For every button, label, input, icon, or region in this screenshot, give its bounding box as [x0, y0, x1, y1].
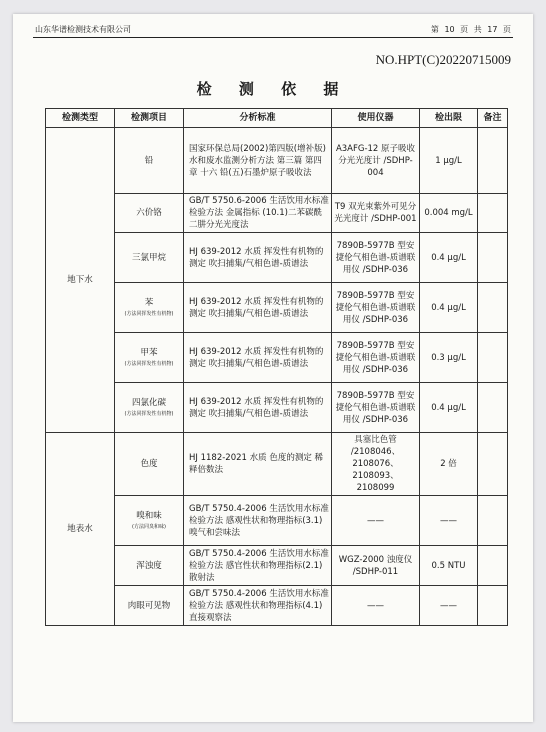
table-row	[46, 433, 508, 496]
document-page	[13, 14, 533, 722]
cell-detection-limit: 0.4 μg/L	[420, 383, 478, 433]
column-header: 检测项目	[115, 109, 184, 128]
cell-instrument: 7890B-5977B 型安捷伦气相色谱-质谱联用仪 /SDHP-036	[332, 383, 420, 433]
cell-instrument: 具塞比色管 /2108046、2108076、2108093、2108099	[332, 433, 420, 496]
test-item-name: 三氯甲烷	[131, 252, 166, 263]
cell-remark	[478, 128, 508, 194]
cell-remark	[478, 283, 508, 333]
cell-detection-limit: 0.4 μg/L	[420, 233, 478, 283]
test-item-name: 色度	[140, 459, 158, 469]
cell-standard: 国家环保总局(2002)第四版(增补版)水和废水监测分析方法 第三篇 第四章 十六 铅(五)石墨炉原子吸收法	[184, 128, 332, 194]
cell-instrument: 7890B-5977B 型安捷伦气相色谱-质谱联用仪 /SDHP-036	[332, 283, 420, 333]
cell-standard: GB/T 5750.4-2006 生活饮用水标准检验方法 感观性状和物理指标(3.1)嗅气和尝味法	[184, 496, 332, 546]
test-item-name: 甲苯	[140, 348, 158, 358]
cell-standard: HJ 1182-2021 水质 色度的测定 稀释倍数法	[184, 433, 332, 496]
cell-remark	[478, 333, 508, 383]
table-row	[46, 233, 508, 283]
cell-instrument: 7890B-5977B 型安捷伦气相色谱-质谱联用仪 /SDHP-036	[332, 233, 420, 283]
cell-instrument: A3AFG-12 原子吸收分光光度计 /SDHP-004	[332, 128, 420, 194]
test-basis-table	[45, 108, 508, 626]
column-header: 分析标准	[184, 109, 332, 128]
cell-instrument: 7890B-5977B 型安捷伦气相色谱-质谱联用仪 /SDHP-036	[332, 333, 420, 383]
cell-test-item	[115, 586, 184, 626]
test-item-name: 六价铬	[136, 208, 162, 218]
cell-remark	[478, 194, 508, 233]
table-row	[46, 283, 508, 333]
cell-detection-limit: 0.004 mg/L	[420, 194, 478, 233]
test-item-note: (方法同挥发性有机物)	[124, 311, 174, 317]
cell-detection-limit: ——	[420, 496, 478, 546]
column-header: 备注	[478, 109, 508, 128]
cell-instrument: ——	[332, 586, 420, 626]
test-item-note: (方法同挥发性有机物)	[124, 361, 174, 367]
test-item-name: 四氯化碳	[131, 398, 166, 408]
column-header: 使用仪器	[332, 109, 420, 128]
document-title: 检 测 依 据	[196, 80, 350, 98]
report-number: NO.HPT(C)20220715009	[375, 52, 511, 67]
cell-standard: GB/T 5750.4-2006 生活饮用水标准检验方法 感观性状和物理指标(4.1)直接观察法	[184, 586, 332, 626]
cell-test-item	[115, 383, 184, 433]
table-row	[46, 546, 508, 586]
test-item-note: (方法同臭和味)	[132, 524, 166, 530]
cell-remark	[478, 546, 508, 586]
test-item-name: 苯	[144, 298, 154, 308]
table-row	[46, 586, 508, 626]
cell-instrument: T9 双光束紫外可见分光光度计 /SDHP-001	[332, 194, 420, 233]
test-item-note: (方法同挥发性有机物)	[124, 411, 174, 417]
cell-test-item	[115, 433, 184, 496]
cell-test-item	[115, 194, 184, 233]
table-row	[46, 194, 508, 233]
cell-test-item	[115, 546, 184, 586]
test-item-name: 铅	[144, 155, 154, 166]
cell-remark	[478, 383, 508, 433]
table-row	[46, 496, 508, 546]
cell-detection-limit: 0.3 μg/L	[420, 333, 478, 383]
cell-detection-limit: 0.5 NTU	[420, 546, 478, 586]
cell-detection-limit: 0.4 μg/L	[420, 283, 478, 333]
cell-test-item	[115, 496, 184, 546]
table-row	[46, 333, 508, 383]
company-name: 山东华谱检测技术有限公司	[35, 25, 131, 34]
cell-test-type: 地表水	[46, 433, 115, 626]
cell-detection-limit: 2 倍	[420, 433, 478, 496]
cell-test-item	[115, 128, 184, 194]
cell-detection-limit: 1 μg/L	[420, 128, 478, 194]
cell-instrument: ——	[332, 496, 420, 546]
cell-standard: HJ 639-2012 水质 挥发性有机物的测定 吹扫捕集/气相色谱-质谱法	[184, 283, 332, 333]
cell-instrument: WGZ-2000 浊度仪 /SDHP-011	[332, 546, 420, 586]
cell-detection-limit: ——	[420, 586, 478, 626]
cell-standard: HJ 639-2012 水质 挥发性有机物的测定 吹扫捕集/气相色谱-质谱法	[184, 333, 332, 383]
cell-remark	[478, 233, 508, 283]
test-item-name: 浑浊度	[136, 560, 162, 571]
cell-standard: GB/T 5750.4-2006 生活饮用水标准检验方法 感官性状和物理指标(2.1)散射法	[184, 546, 332, 586]
table-header-row	[46, 109, 508, 128]
cell-test-item	[115, 233, 184, 283]
cell-remark	[478, 586, 508, 626]
table-row	[46, 383, 508, 433]
cell-remark	[478, 433, 508, 496]
column-header: 检测类型	[46, 109, 115, 128]
cell-standard: HJ 639-2012 水质 挥发性有机物的测定 吹扫捕集/气相色谱-质谱法	[184, 383, 332, 433]
cell-test-item	[115, 283, 184, 333]
header-divider	[33, 37, 513, 38]
cell-test-item	[115, 333, 184, 383]
table-row	[46, 128, 508, 194]
column-header: 检出限	[420, 109, 478, 128]
cell-test-type: 地下水	[46, 128, 115, 433]
test-item-name: 嗅和味	[136, 511, 162, 521]
cell-standard: GB/T 5750.6-2006 生活饮用水标准检验方法 金属指标 (10.1)二苯碳酰二肼分光光度法	[184, 194, 332, 233]
page-info: 第 10 页 共 17 页	[430, 25, 511, 34]
cell-standard: HJ 639-2012 水质 挥发性有机物的测定 吹扫捕集/气相色谱-质谱法	[184, 233, 332, 283]
cell-remark	[478, 496, 508, 546]
test-item-name: 肉眼可见物	[127, 600, 171, 611]
